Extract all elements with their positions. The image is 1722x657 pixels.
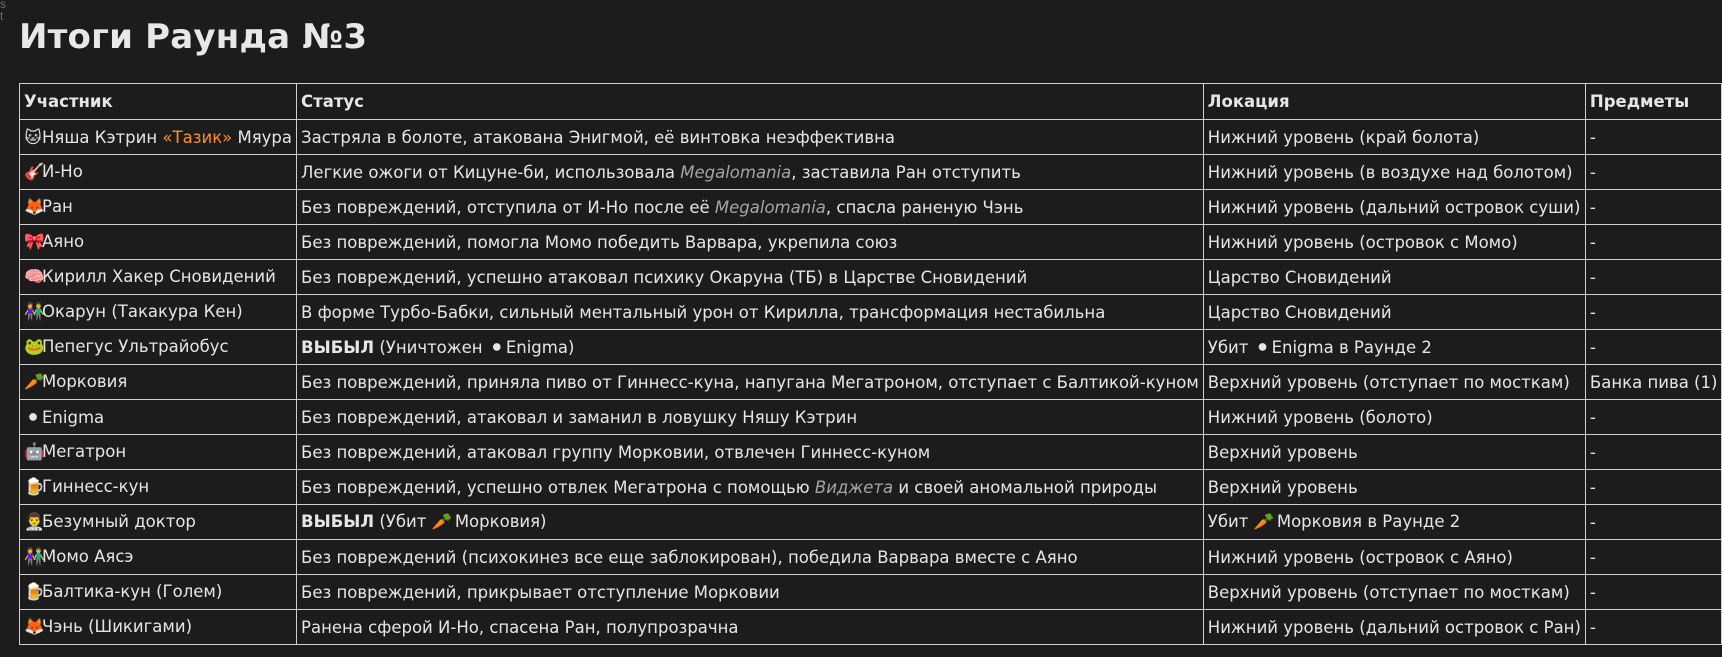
status-text: , спасла раненую Чэнь: [825, 197, 1024, 217]
items-cell: [1585, 470, 1722, 505]
table-row: [20, 260, 1722, 295]
participant-cell: [20, 610, 297, 645]
participant-cell: [20, 190, 297, 225]
location-text: Верхний уровень: [1207, 442, 1358, 462]
status-cell: [297, 575, 1204, 610]
status-ability: Megalomania: [680, 162, 792, 182]
table-row: [20, 575, 1722, 610]
participant-cell: [20, 365, 297, 400]
location-text: Нижний уровень (в воздухе над болотом): [1207, 162, 1573, 182]
status-cell: [297, 120, 1204, 155]
participant-name: Няша Кэтрин: [42, 127, 163, 147]
participant-icon: 🦊: [24, 197, 45, 216]
status-eliminated: ВЫБЫЛ: [301, 512, 375, 531]
column-header-participant: Участник: [20, 84, 297, 120]
table-row: [20, 295, 1722, 330]
location-cell: [1203, 575, 1585, 610]
participant-icon: 🎸: [24, 162, 45, 181]
items-text: -: [1589, 442, 1596, 462]
participant-icon: 🥕: [24, 372, 45, 391]
participant-icon: 🍺: [24, 477, 45, 496]
column-header-status: Статус: [297, 84, 1204, 120]
participant-name: Аяно: [42, 232, 85, 251]
column-header-location: Локация: [1203, 84, 1585, 120]
participant-cell: [20, 225, 297, 260]
status-ability: Виджета: [814, 477, 894, 497]
location-text: Нижний уровень (болото): [1207, 407, 1433, 427]
table-row: [20, 540, 1722, 575]
status-cell: [297, 470, 1204, 505]
participant-cell: [20, 295, 297, 330]
status-text: Без повреждений, помогла Момо победить Варвара, укрепила союз: [301, 232, 898, 252]
participant-cell: [20, 435, 297, 470]
items-text: -: [1589, 337, 1596, 357]
status-text: Морковия): [449, 512, 547, 531]
location-icon: ⚫: [1255, 337, 1270, 357]
participant-name: Окарун (Такакура Кен): [42, 302, 243, 321]
location-text: Нижний уровень (островок с Аяно): [1207, 547, 1513, 567]
items-cell: [1585, 155, 1722, 190]
location-cell: [1203, 610, 1585, 645]
participant-icon: ⚫: [26, 407, 40, 427]
participant-name: Безумный доктор: [42, 512, 196, 531]
table-header-row: [20, 84, 1722, 120]
location-cell: [1203, 190, 1585, 225]
items-cell: [1585, 190, 1722, 225]
table-row: [20, 365, 1722, 400]
participant-icon: 👨‍⚕️: [24, 512, 45, 531]
items-cell: [1585, 435, 1722, 470]
round-results-table: [19, 83, 1722, 645]
status-text: (Убит: [374, 512, 432, 531]
status-cell: [297, 155, 1204, 190]
status-text: Без повреждений (психокинез все еще заблокирован), победила Варвара вместе с Аяно: [301, 547, 1078, 567]
participant-name: Гиннесс-кун: [42, 477, 150, 496]
location-text: Нижний уровень (островок с Момо): [1207, 232, 1518, 252]
status-text: Enigma): [505, 337, 575, 357]
status-text: Легкие ожоги от Кицуне-би, использовала: [301, 162, 681, 182]
table-row: [20, 120, 1722, 155]
status-text: Без повреждений, атаковал группу Морковии, отвлечен Гиннесс-куном: [301, 442, 931, 462]
participant-name: Кирилл Хакер Сновидений: [42, 267, 276, 286]
table-row: [20, 155, 1722, 190]
location-text: Верхний уровень: [1207, 477, 1358, 497]
table-row: [20, 470, 1722, 505]
table-row: [20, 190, 1722, 225]
location-cell: [1203, 505, 1585, 540]
location-cell: [1203, 365, 1585, 400]
page-title: Итоги Раунда №3: [19, 17, 368, 57]
participant-name: Чэнь (Шикигами): [42, 617, 193, 636]
location-text: Убит: [1207, 512, 1254, 531]
items-cell: [1585, 365, 1722, 400]
location-cell: [1203, 330, 1585, 365]
status-cell: [297, 400, 1204, 435]
table-body: [20, 120, 1722, 645]
status-cell: [297, 330, 1204, 365]
status-cell: [297, 225, 1204, 260]
items-text: -: [1589, 547, 1596, 567]
participant-cell: [20, 260, 297, 295]
table-row: [20, 505, 1722, 540]
participant-name: Морковия: [42, 372, 128, 391]
location-cell: [1203, 120, 1585, 155]
status-cell: [297, 540, 1204, 575]
edge-marks: s t: [0, 0, 6, 23]
location-cell: [1203, 400, 1585, 435]
items-cell: [1585, 575, 1722, 610]
location-text: Enigma в Раунде 2: [1271, 337, 1432, 357]
items-text: -: [1589, 162, 1596, 182]
items-text: -: [1589, 197, 1596, 217]
status-cell: [297, 190, 1204, 225]
participant-name: Enigma: [42, 407, 105, 427]
location-icon: 🥕: [1253, 512, 1275, 531]
participant-cell: [20, 400, 297, 435]
items-cell: [1585, 295, 1722, 330]
status-cell: [297, 610, 1204, 645]
participant-icon: 👫: [24, 302, 45, 321]
participant-cell: [20, 470, 297, 505]
location-cell: [1203, 225, 1585, 260]
status-cell: [297, 505, 1204, 540]
participant-icon: 🎀: [24, 232, 45, 251]
status-text: (Уничтожен: [374, 337, 488, 357]
participant-name: И-Но: [42, 162, 83, 181]
location-cell: [1203, 260, 1585, 295]
location-cell: [1203, 155, 1585, 190]
participant-icon: 🤖: [24, 442, 45, 461]
location-text: Царство Сновидений: [1207, 267, 1392, 287]
items-text: -: [1589, 477, 1596, 497]
items-text: -: [1589, 232, 1596, 252]
location-text: Морковия в Раунде 2: [1271, 512, 1461, 531]
column-header-items: Предметы: [1585, 84, 1722, 120]
participant-name: Момо Аясэ: [42, 547, 134, 566]
items-cell: [1585, 400, 1722, 435]
location-text: Царство Сновидений: [1207, 302, 1392, 322]
participant-cell: [20, 540, 297, 575]
status-text: Без повреждений, приняла пиво от Гиннесс-куна, напугана Мегатроном, отступает с Балтикой-куном: [301, 372, 1199, 392]
participant-name: Мегатрон: [42, 442, 127, 461]
location-cell: [1203, 435, 1585, 470]
table-row: [20, 225, 1722, 260]
participant-icon: 👫: [24, 547, 45, 566]
participant-icon: 🦊: [24, 617, 45, 636]
status-icon: 🥕: [431, 512, 453, 531]
status-cell: [297, 435, 1204, 470]
participant-name: Балтика-кун (Голем): [42, 582, 223, 601]
items-text: -: [1589, 407, 1596, 427]
status-cell: [297, 365, 1204, 400]
status-text: и своей аномальной природы: [893, 477, 1157, 497]
status-text: Застряла в болоте, атакована Энигмой, её винтовка неэффективна: [301, 127, 895, 147]
participant-name: Ран: [42, 197, 73, 216]
status-text: В форме Турбо-Бабки, сильный ментальный урон от Кирилла, трансформация нестабильна: [301, 302, 1106, 322]
status-text: Без повреждений, отступила от И-Но после её: [301, 197, 715, 217]
status-text: Без повреждений, успешно атаковал психику Окаруна (ТБ) в Царстве Сновидений: [301, 267, 1028, 287]
location-text: Нижний уровень (дальний островок суши): [1207, 197, 1581, 217]
location-text: Верхний уровень (отступает по мосткам): [1207, 582, 1570, 602]
status-text: Без повреждений, успешно отвлек Мегатрона с помощью: [301, 477, 815, 497]
location-text: Верхний уровень (отступает по мосткам): [1207, 372, 1570, 392]
participant-icon: 🍺: [24, 582, 45, 601]
status-text: Без повреждений, атаковал и заманил в ловушку Няшу Кэтрин: [301, 407, 858, 427]
status-text: , заставила Ран отступить: [791, 162, 1021, 182]
participant-cell: [20, 505, 297, 540]
location-cell: [1203, 470, 1585, 505]
location-text: Нижний уровень (дальний островок с Ран): [1207, 617, 1581, 637]
status-text: Ранена сферой И-Но, спасена Ран, полупрозрачна: [301, 617, 739, 637]
items-text: -: [1589, 582, 1596, 602]
status-cell: [297, 295, 1204, 330]
participant-cell: [20, 330, 297, 365]
location-cell: [1203, 295, 1585, 330]
items-cell: [1585, 540, 1722, 575]
table-row: [20, 330, 1722, 365]
participant-icon: 🐸: [24, 337, 45, 356]
items-cell: [1585, 610, 1722, 645]
items-cell: [1585, 260, 1722, 295]
participant-cell: [20, 120, 297, 155]
participant-name: Мяура: [232, 127, 293, 147]
status-cell: [297, 260, 1204, 295]
participant-cell: [20, 575, 297, 610]
items-cell: [1585, 120, 1722, 155]
location-text: Нижний уровень (край болота): [1207, 127, 1480, 147]
status-eliminated: ВЫБЫЛ: [301, 337, 375, 357]
location-cell: [1203, 540, 1585, 575]
items-cell: [1585, 505, 1722, 540]
participant-nickname: «Тазик»: [162, 127, 233, 147]
participant-icon: 🧠: [24, 267, 45, 286]
participant-name: Пепегус Ультрайобус: [42, 337, 229, 356]
items-text: -: [1589, 302, 1596, 322]
items-cell: [1585, 225, 1722, 260]
location-text: Убит: [1207, 337, 1254, 357]
table-row: [20, 400, 1722, 435]
status-icon: ⚫: [489, 337, 504, 357]
items-text: -: [1589, 127, 1596, 147]
participant-cell: [20, 155, 297, 190]
participant-icon: 🐱: [24, 127, 42, 147]
status-text: Без повреждений, прикрывает отступление Морковии: [301, 582, 780, 602]
items-text: -: [1589, 267, 1596, 287]
items-cell: [1585, 330, 1722, 365]
items-text: -: [1589, 617, 1596, 637]
items-text: -: [1589, 512, 1596, 532]
status-ability: Megalomania: [714, 197, 826, 217]
items-text: Банка пива (1): [1589, 372, 1718, 392]
table-row: [20, 610, 1722, 645]
table-row: [20, 435, 1722, 470]
